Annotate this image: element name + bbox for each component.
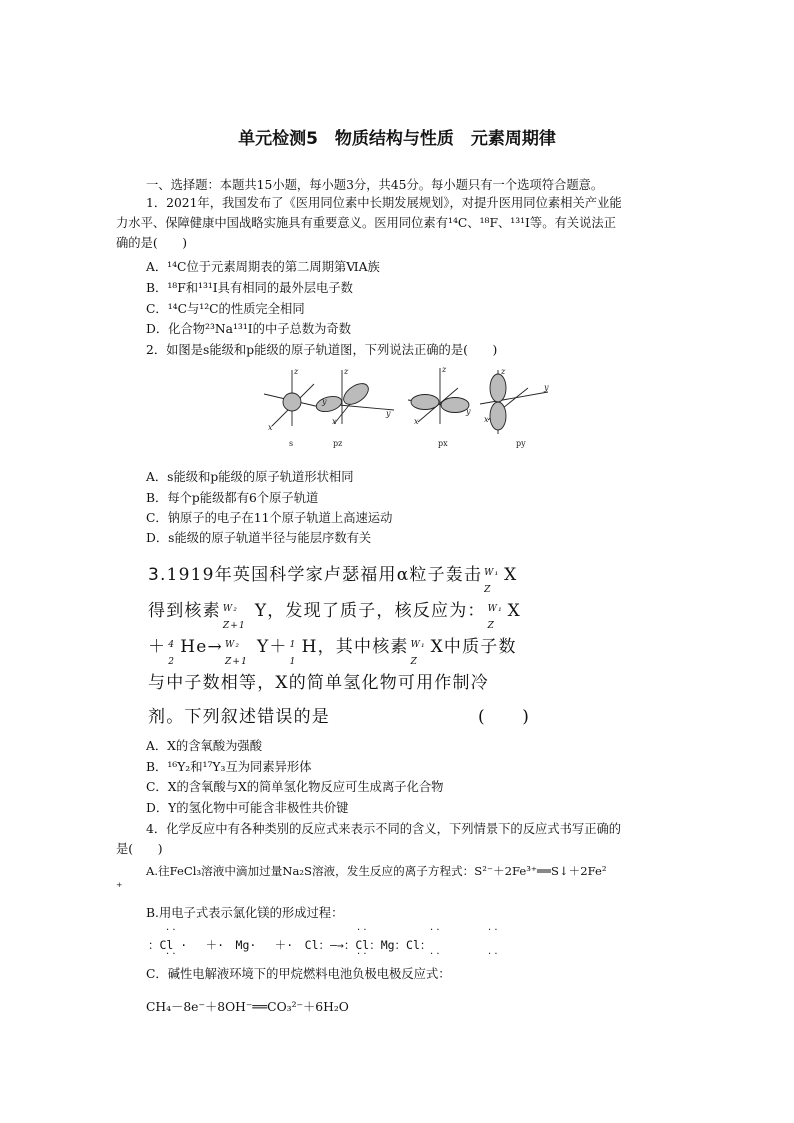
nuclide-wy-2: W₂ Z+1 bbox=[224, 639, 249, 667]
svg-text:y: y bbox=[386, 409, 391, 418]
q4-option-b-equation: ：Cl · ＋· Mg· ＋· Cl：—→：Cl：Mg：Cl： bbox=[148, 938, 432, 952]
q3-line1: 3.1919年英国科学家卢瑟福用α粒子轰击 W₁ Z X bbox=[148, 560, 517, 591]
q3-answer-paren: ( ) bbox=[478, 707, 531, 727]
nuclide-wy: W₂ Z+1 bbox=[222, 603, 246, 631]
electron-dots-6: · · bbox=[357, 949, 367, 960]
q4-option-a: A.往FeCl₃溶液中滴加过量Na₂S溶液，发生反应的离子方程式：S²⁻＋2Fe³⁺══S↓＋2Fe² bbox=[146, 864, 607, 878]
q3-option-b: B．¹⁶Y₂和¹⁷Y₃互为同素异形体 bbox=[146, 760, 312, 774]
q1-stem-line1: 1．2021年，我国发布了《医用同位素中长期发展规划》，对提升医用同位素相关产业能 bbox=[146, 196, 622, 210]
q4-stem-line1: 4．化学反应中有各种类别的反应式来表示不同的含义，下列情景下的反应式书写正确的 bbox=[146, 822, 622, 836]
svg-text:z: z bbox=[344, 367, 349, 376]
svg-text:y: y bbox=[544, 383, 549, 392]
q2-option-c: C．钠原子的电子在11个原子轨道上高速运动 bbox=[146, 511, 393, 525]
s-orbital-figure bbox=[264, 370, 324, 426]
q3-line3: ＋ 4 2 He→ W₂ Z+1 Y＋ 1 1 H，其中核素 W₁ Z X中质子数 bbox=[148, 632, 517, 663]
svg-text:x: x bbox=[332, 417, 337, 426]
q3-option-a: A．X的含氧酸为强酸 bbox=[146, 739, 263, 753]
q3-line2: 得到核素 W₂ Z+1 Y，发现了质子，核反应为： W₁ Z X bbox=[148, 596, 521, 627]
svg-text:y: y bbox=[466, 407, 471, 416]
page-title: 单元检测5 物质结构与性质 元素周期律 bbox=[238, 129, 556, 149]
q1-option-b: B．¹⁸F和¹³¹I具有相同的最外层电子数 bbox=[146, 281, 353, 295]
svg-text:x: x bbox=[268, 423, 273, 432]
q4-option-a-tail: ⁺ bbox=[116, 880, 123, 894]
electron-dots-1: · · bbox=[166, 925, 176, 936]
electron-dots-8: · · bbox=[488, 949, 498, 960]
label-py: py bbox=[516, 439, 526, 448]
q2-option-b: B．每个p能级都有6个原子轨道 bbox=[146, 491, 319, 505]
electron-dots-5: · · bbox=[166, 949, 176, 960]
nuclide-he: 4 2 bbox=[168, 639, 176, 667]
electron-dots-4: · · bbox=[488, 925, 498, 936]
q1-option-d: D．化合物²³Na¹³¹I的中子总数为奇数 bbox=[146, 322, 352, 336]
label-pz: pz bbox=[333, 439, 343, 448]
section-heading: 一、选择题：本题共15小题，每小题3分，共45分。每小题只有一个选项符合题意。 bbox=[146, 178, 604, 192]
pz-orbital-figure bbox=[315, 370, 394, 424]
nuclide-h: 1 1 bbox=[289, 639, 297, 667]
label-px: px bbox=[438, 439, 448, 448]
q3-option-d: D．Y的氢化物中可能含非极性共价键 bbox=[146, 801, 349, 815]
q4-option-c: C．碱性电解液环境下的甲烷燃料电池负极电极反应式： bbox=[146, 967, 451, 981]
electron-dots-2: · · bbox=[357, 925, 367, 936]
nuclide-wx: W₁ Z bbox=[484, 567, 500, 595]
py-orbital-figure bbox=[480, 370, 548, 434]
q4-option-c-equation: CH₄－8e⁻＋8OH⁻══CO₃²⁻＋6H₂O bbox=[146, 1000, 349, 1014]
svg-text:y: y bbox=[322, 397, 327, 406]
q3-line5: 剂。下列叙述错误的是 bbox=[148, 707, 330, 727]
electron-dots-7: · · bbox=[430, 949, 440, 960]
nuclide-wx-3: W₁ Z bbox=[410, 639, 426, 667]
q1-stem-line3: 确的是( ) bbox=[116, 236, 188, 250]
q1-option-c: C．¹⁴C与¹²C的性质完全相同 bbox=[146, 302, 305, 316]
svg-text:x: x bbox=[414, 417, 419, 426]
svg-text:x: x bbox=[484, 415, 489, 424]
q3-line4: 与中子数相等，X的简单氢化物可用作制冷 bbox=[148, 673, 489, 693]
q1-option-a: A．¹⁴C位于元素周期表的第二周期第ⅥA族 bbox=[146, 260, 380, 274]
px-orbital-figure bbox=[408, 368, 469, 424]
svg-text:z: z bbox=[501, 367, 506, 376]
q2-stem: 2．如图是s能级和p能级的原子轨道图，下列说法正确的是( ) bbox=[146, 343, 498, 357]
svg-text:z: z bbox=[442, 365, 447, 374]
q4-stem-line2: 是( ) bbox=[116, 842, 163, 856]
q2-option-a: A．s能级和p能级的原子轨道形状相同 bbox=[146, 470, 354, 484]
q3-option-c: C．X的含氧酸与X的简单氢化物反应可生成离子化合物 bbox=[146, 780, 444, 794]
electron-dots-3: · · bbox=[430, 925, 440, 936]
q4-option-b: B.用电子式表示氯化镁的形成过程： bbox=[146, 906, 344, 920]
label-s: s bbox=[289, 439, 294, 448]
q1-stem-line2: 力水平、保障健康中国战略实施具有重要意义。医用同位素有¹⁴C、¹⁸F、¹³¹I等。有关说法正 bbox=[116, 216, 616, 230]
orbital-diagram bbox=[258, 364, 558, 450]
nuclide-wx-2: W₁ Z bbox=[487, 603, 503, 631]
svg-text:z: z bbox=[294, 367, 299, 376]
q2-option-d: D．s能级的原子轨道半径与能层序数有关 bbox=[146, 531, 372, 545]
